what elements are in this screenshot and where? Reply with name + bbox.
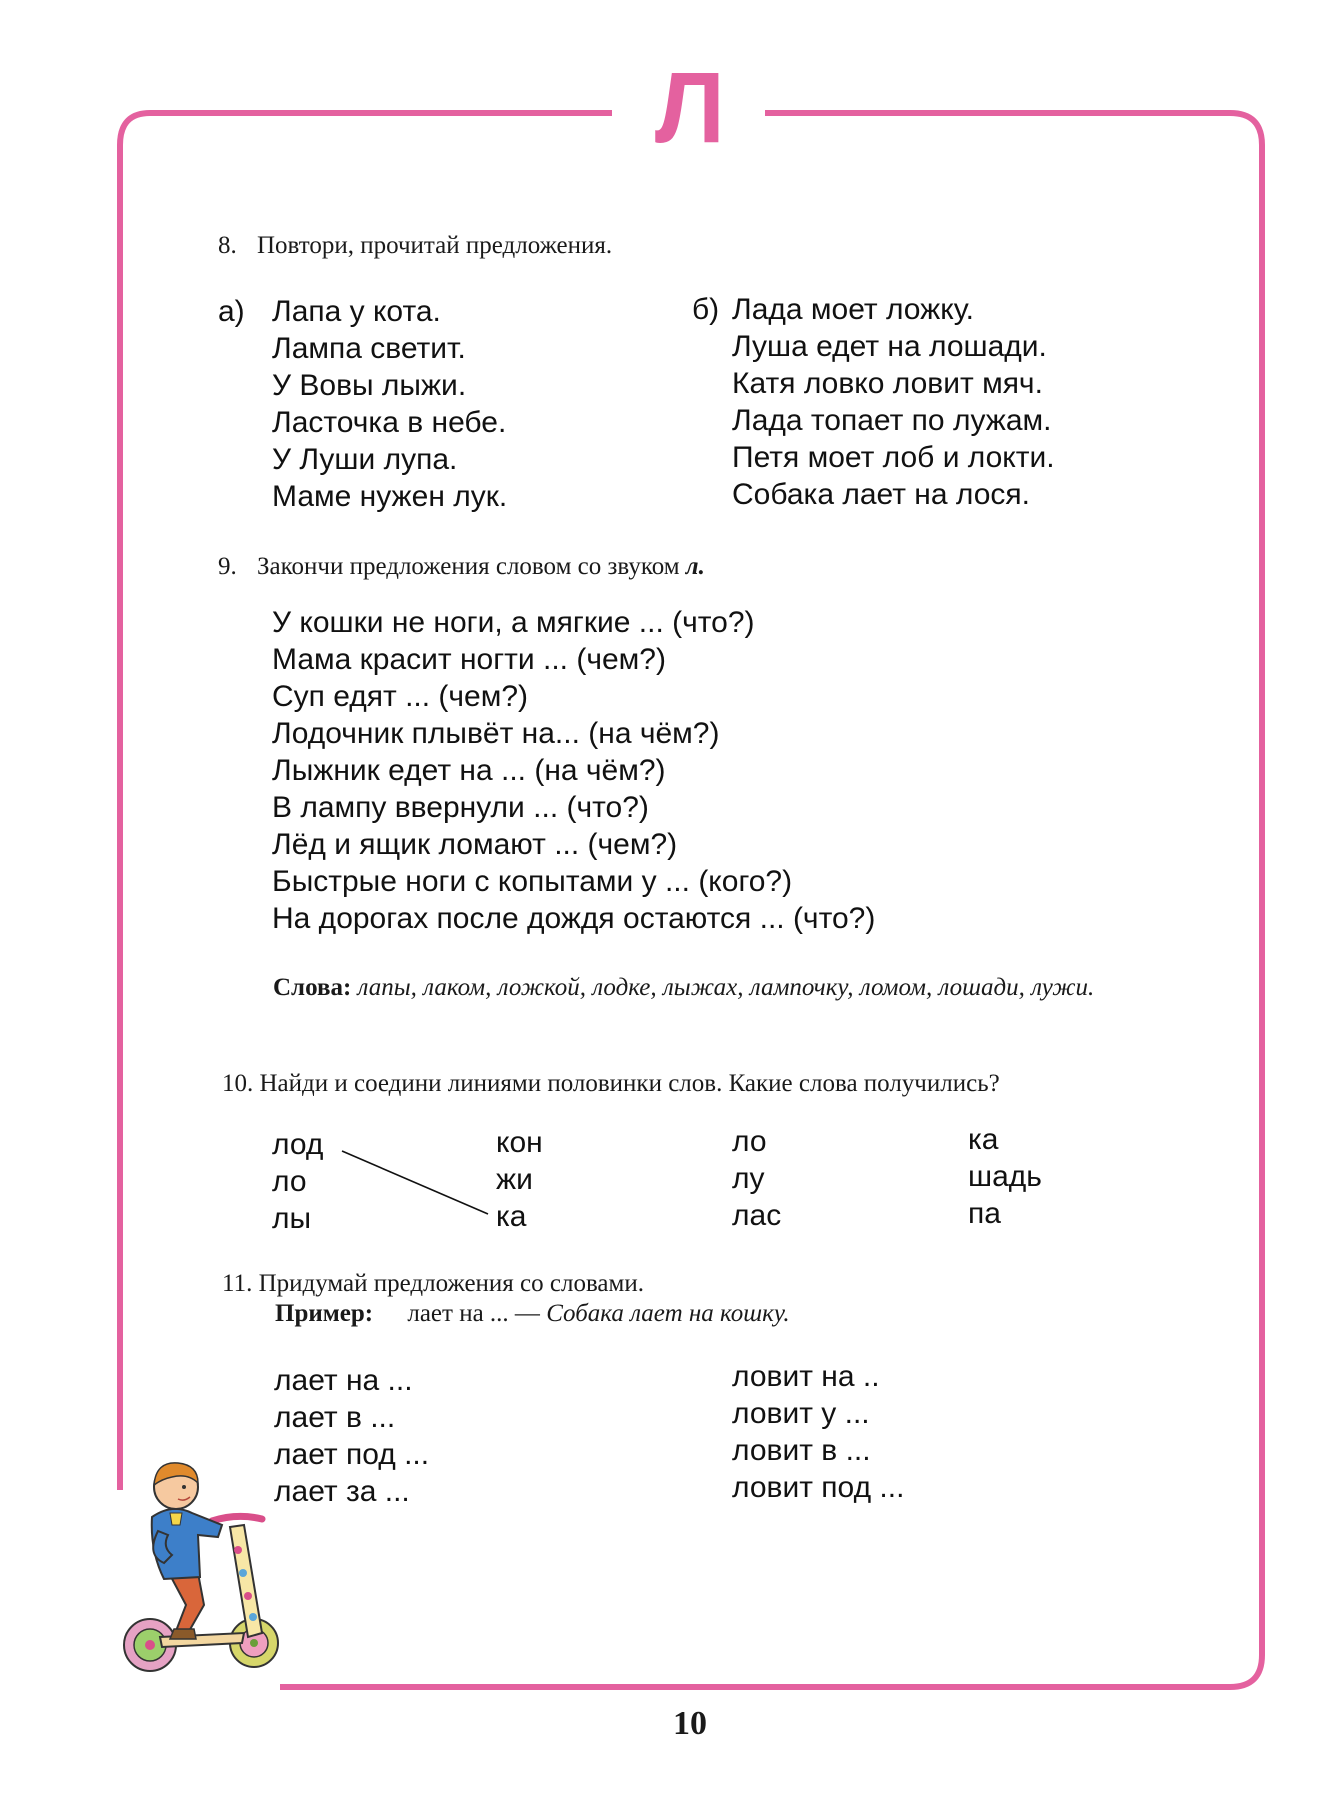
phrase: лает на ... xyxy=(274,1364,413,1397)
syllable: лу xyxy=(732,1162,765,1195)
task9-sentences xyxy=(272,604,875,937)
sentence: Лада моет ложку. xyxy=(732,293,975,326)
sentence: Мама красит ногти ... (чем?) xyxy=(272,643,666,676)
sentence: Лыжник едет на ... (на чём?) xyxy=(272,754,666,787)
example-sentence: Собака лает на кошку. xyxy=(546,1300,790,1327)
syllable: ло xyxy=(272,1165,307,1198)
sentence: У кошки не ноги, а мягкие ... (что?) xyxy=(272,606,755,639)
task-instruction: Повтори, прочитай предложения. xyxy=(257,232,613,259)
syllable: ло xyxy=(732,1125,767,1158)
sentence: Катя ловко ловит мяч. xyxy=(732,367,1043,400)
task8-label-b: б) xyxy=(692,293,720,326)
task8-heading xyxy=(218,232,612,260)
syllable: лод xyxy=(272,1128,324,1161)
sentence: У Луши лупа. xyxy=(272,443,458,476)
sentence: Лада топает по лужам. xyxy=(732,404,1052,437)
task-number: 10. xyxy=(222,1070,254,1097)
task-number: 9. xyxy=(218,553,237,580)
sentence: В лампу ввернули ... (что?) xyxy=(272,791,649,824)
task-number: 11. xyxy=(222,1270,253,1297)
words-list: лапы, лаком, ложкой, лодке, лыжах, лампочку, ломом, лошади, лужи. xyxy=(357,974,1095,1001)
phrase: лает в ... xyxy=(274,1401,396,1434)
syllable: кон xyxy=(496,1126,543,1159)
task11-heading xyxy=(222,1270,644,1298)
sentence: Маме нужен лук. xyxy=(272,480,508,513)
task8-label-a: а) xyxy=(218,295,245,328)
phrase: ловит под ... xyxy=(732,1471,905,1504)
task-instruction: Закончи предложения словом со звуком xyxy=(257,553,680,580)
syllable-column-4 xyxy=(968,1121,1042,1232)
task8-column-a xyxy=(272,293,507,515)
task11-right-list xyxy=(732,1358,904,1506)
syllable: ка xyxy=(968,1123,999,1156)
syllable-column-1 xyxy=(272,1126,323,1237)
phrase: ловит у ... xyxy=(732,1397,870,1430)
syllable: ка xyxy=(496,1200,527,1233)
task11-left-list xyxy=(274,1362,429,1510)
sentence: Лодочник плывёт на... (на чём?) xyxy=(272,717,720,750)
task9-word-bank xyxy=(185,970,1205,1006)
task-number: 8. xyxy=(218,232,237,259)
syllable-column-2 xyxy=(496,1124,543,1235)
sentence: Лампа светит. xyxy=(272,332,466,365)
scooter-column xyxy=(230,1525,262,1637)
phrase: лает за ... xyxy=(274,1475,410,1508)
task10-heading xyxy=(222,1070,1000,1098)
phrase: ловит на .. xyxy=(732,1360,880,1393)
sentence: Собака лает на лося. xyxy=(732,478,1030,511)
phrase: ловит в ... xyxy=(732,1434,871,1467)
task9-heading xyxy=(218,553,705,581)
task11-example xyxy=(275,1300,790,1328)
sentence: Лапа у кота. xyxy=(272,295,441,328)
syllable: жи xyxy=(496,1163,533,1196)
page-number: 10 xyxy=(673,1705,707,1742)
task-instruction: Найди и соедини линиями половинки слов. Какие слова получились? xyxy=(259,1070,1000,1097)
sentence: Быстрые ноги с копытами у ... (кого?) xyxy=(272,865,793,898)
task-instruction: Придумай предложения со словами. xyxy=(258,1270,644,1297)
syllable: лас xyxy=(732,1199,782,1232)
syllable-column-3 xyxy=(732,1123,781,1234)
task8-column-b xyxy=(732,291,1055,513)
task-sound: л. xyxy=(685,553,705,580)
sentence: Ласточка в небе. xyxy=(272,406,507,439)
sentence: Суп едят ... (чем?) xyxy=(272,680,529,713)
boy-on-scooter-illustration xyxy=(112,1455,287,1695)
phrase: лает под ... xyxy=(274,1438,430,1471)
syllable: па xyxy=(968,1197,1001,1230)
words-label: Слова: xyxy=(273,974,352,1001)
connector-line xyxy=(342,1151,488,1214)
syllable: шадь xyxy=(968,1160,1042,1193)
syllable: лы xyxy=(272,1202,312,1235)
example-label: Пример: xyxy=(275,1300,374,1327)
header-letter: Л xyxy=(654,52,726,164)
example-phrase: лает на ... — xyxy=(407,1300,540,1327)
sentence: Лёд и ящик ломают ... (чем?) xyxy=(272,828,678,861)
sentence: Петя моет лоб и локти. xyxy=(732,441,1055,474)
sentence: На дорогах после дождя остаются ... (что?) xyxy=(272,902,876,935)
sentence: У Вовы лыжи. xyxy=(272,369,467,402)
sentence: Луша едет на лошади. xyxy=(732,330,1047,363)
